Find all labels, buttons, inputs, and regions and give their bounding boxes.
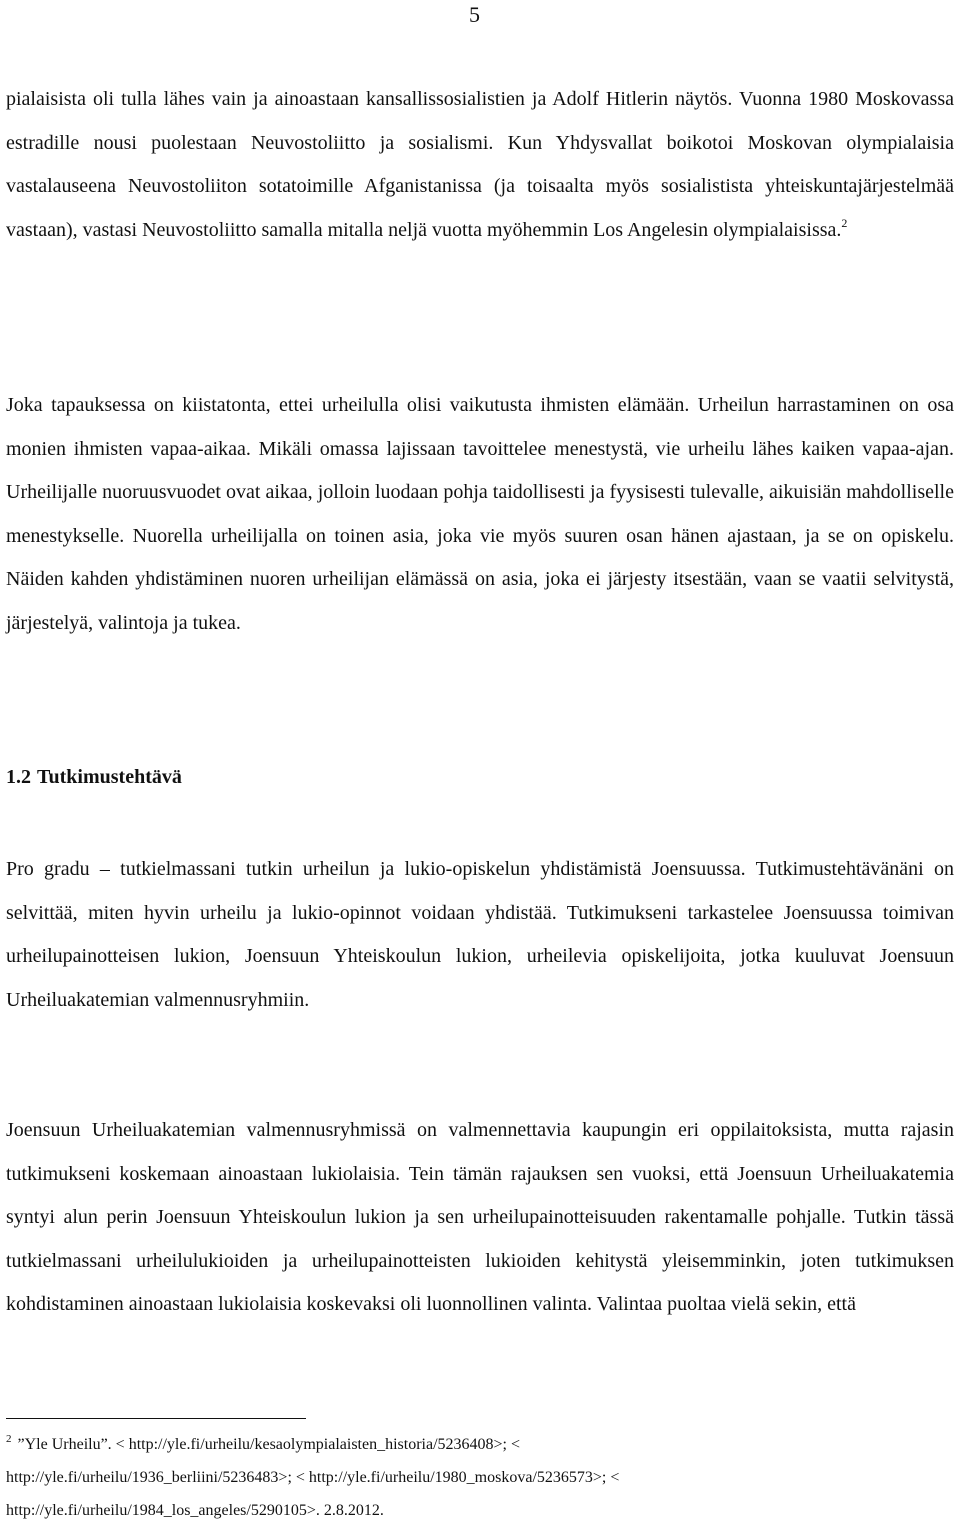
- footnote-line-2: http://yle.fi/urheilu/1936_berliini/5236483>; < http://yle.fi/urheilu/1980_moskova/5236573>; <: [6, 1469, 620, 1486]
- section-title: Tutkimustehtävä: [37, 766, 182, 788]
- footnote-line-3: http://yle.fi/urheilu/1984_los_angeles/5290105>. 2.8.2012.: [6, 1502, 384, 1519]
- body-paragraph-2: Joka tapauksessa on kiistatonta, ettei urheilulla olisi vaikutusta ihmisten elämään. Urheilun harrastaminen on osa monien ihmisten vapaa-aikaa. Mikäli omassa lajissaan tavoittelee menestystä, vie urheilu lähes kaiken vapaa-ajan. Urheilijalle nuoruusvuodet ovat aikaa, jolloin luodaan pohja taidollisesti ja fyysisesti tulevalle, aikuisiän mahdolliselle menestykselle. Nuorella urheilijalla on toinen asia, joka vie myös suuren osan hänen ajastaan, ja se on opiskelu. Näiden kahden yhdistäminen nuoren urheilijan elämässä on asia, joka ei järjesty itsestään, vaan se vaatii selvitystä, järjestelyä, valintoja ja tukea.: [6, 394, 954, 634]
- body-paragraph-3: Pro gradu – tutkielmassani tutkin urheilun ja lukio-opiskelun yhdistämistä Joensuussa. Tutkimustehtävänäni on selvittää, miten hyvin urheilu ja lukio-opinnot voidaan yhdistää. Tutkimukseni tarkastelee Joensuussa toimivan urheilupainotteisen lukion, Joensuun Yhteiskoulun lukion, urheilevia opiskelijoita, jotka kuuluvat Joensuun Urheiluakatemian valmennusryhmiin.: [6, 858, 954, 1011]
- footnote-text-1: ”Yle Urheilu”. < http://yle.fi/urheilu/kesaolympialaisten_historia/5236408>; <: [17, 1436, 521, 1453]
- footnote: [6, 1428, 926, 1527]
- footnote-number: 2: [6, 1433, 12, 1445]
- body-paragraph-1: [6, 78, 954, 252]
- body-paragraph-4: Joensuun Urheiluakatemian valmennusryhmissä on valmennettavia kaupungin eri oppilaitoksista, mutta rajasin tutkimukseni koskemaan ainoastaan lukiolaisia. Tein tämän rajauksen sen vuoksi, että Joensuun Urheiluakatemia syntyi alun perin Joensuun Yhteiskoulun lukion ja sen urheilupainotteisuuden rakentamalle pohjalle. Tutkin tässä tutkielmassani urheilulukioiden ja urheilupainotteisten lukioiden kehitystä yleisemminkin, joten tutkimuksen kohdistaminen ainoastaan lukiolaisia koskevaksi oli luonnollinen valinta. Valintaa puoltaa vielä sekin, että: [6, 1119, 954, 1316]
- footnote-line-1: [6, 1428, 926, 1461]
- section-number: 1.2: [6, 766, 31, 788]
- paragraph-text: pialaisista oli tulla lähes vain ja ainoastaan kansallissosialistien ja Adolf Hitlerin näytös. Vuonna 1980 Moskovassa estradille nousi puolestaan Neuvostoliitto ja sosialismi. Kun Yhdysvallat boikotoi Moskovan olympialaisia vastalauseena Neuvostoliiton sotatoimille Afganistanissa (ja toisaalta myös sosialistista yhteiskuntajärjestelmää vastaan), vastasi Neuvostoliitto samalla mitalla neljä vuotta myöhemmin Los Angelesin olympialaisissa.: [6, 88, 954, 241]
- footnote-reference[interactable]: 2: [841, 215, 848, 230]
- section-heading: [6, 757, 182, 797]
- footnote-separator: [6, 1418, 306, 1419]
- page-number: 5: [469, 2, 480, 27]
